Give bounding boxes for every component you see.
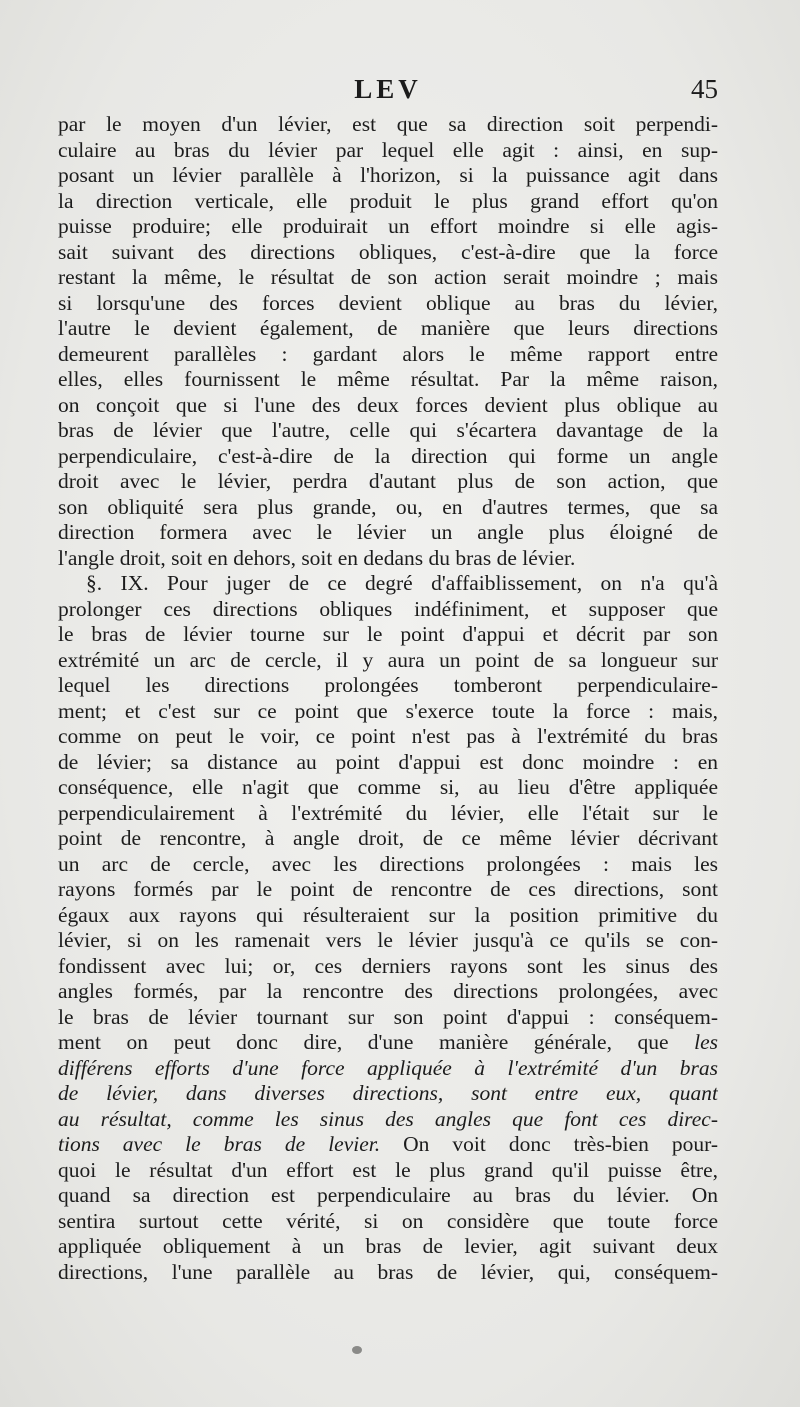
text-line: directions, l'une parallèle au bras de lévier, qui, conséquem- [58, 1259, 718, 1284]
ink-spot [352, 1346, 362, 1354]
text-line: angles formés, par la rencontre des directions prolongées, avec [58, 979, 718, 1003]
italic-run: les [694, 1030, 718, 1054]
text-line: restant la même, le résultat de son action serait moindre ; mais [58, 265, 718, 289]
text-line: appliquée obliquement à un bras de levier, agit suivant deux [58, 1234, 718, 1258]
italic-line: différens efforts d'une force appliquée à l'extrémité d'un bras [58, 1055, 718, 1080]
text-line: droit avec le lévier, perdra d'autant plus de son action, que [58, 469, 718, 493]
text-line: bras de lévier que l'autre, celle qui s'écartera davantage de la [58, 418, 718, 442]
text-line: lévier, si on les ramenait vers le lévier jusqu'à ce qu'ils se con- [58, 928, 718, 952]
text-line: un arc de cercle, avec les directions prolongées : mais les [58, 851, 718, 876]
text-line: sentira surtout cette vérité, si on considère que toute force [58, 1208, 718, 1233]
text-line: demeurent parallèles : gardant alors le même rapport entre [58, 341, 718, 366]
text-line: si lorsqu'une des forces devient oblique au bras du lévier, [58, 290, 718, 315]
page-header [58, 74, 718, 110]
text-line [58, 1132, 718, 1158]
italic-line: de lévier, dans diverses directions, sont entre eux, quant [58, 1081, 718, 1105]
text-line: perpendiculaire, c'est-à-dire de la direction qui forme un angle [58, 443, 718, 468]
text-line: direction formera avec le lévier un angle plus éloigné de [58, 520, 718, 544]
text-line: l'angle droit, soit en dehors, soit en dedans du bras de lévier. [58, 545, 576, 570]
text-line: fondissent avec lui; or, ces derniers rayons sont les sinus des [58, 953, 718, 978]
text-line: sait suivant des directions obliques, c'est-à-dire que la force [58, 239, 718, 264]
text-line: la direction verticale, elle produit le plus grand effort qu'on [58, 188, 718, 213]
text-line: posant un lévier parallèle à l'horizon, si la puissance agit dans [58, 163, 718, 187]
italic-line: au résultat, comme les sinus des angles que font ces direc- [58, 1106, 718, 1131]
text-line: elles, elles fournissent le même résultat. Par la même raison, [58, 367, 718, 391]
text-line: lequel les directions prolongées tomberont perpendiculaire- [58, 673, 718, 697]
text-line: on conçoit que si l'une des deux forces devient plus oblique au [58, 392, 718, 417]
text-line: son obliquité sera plus grande, ou, en d'autres termes, que sa [58, 494, 718, 519]
text-line: perpendiculairement à l'extrémité du lévier, elle l'était sur le [58, 800, 718, 825]
text-line: par le moyen d'un lévier, est que sa direction soit perpendi- [58, 112, 718, 136]
text-line: point de rencontre, à angle droit, de ce même lévier décrivant [58, 826, 718, 850]
text-line: le bras de lévier tourne sur le point d'appui et décrit par son [58, 622, 718, 646]
text-line: le bras de lévier tournant sur son point d'appui : conséquem- [58, 1004, 718, 1029]
text-line: extrémité un arc de cercle, il y aura un point de sa longueur sur [58, 647, 718, 672]
section-start-line: §. IX. Pour juger de ce degré d'affaiblissement, on n'a qu'à [86, 571, 718, 595]
text-line: prolonger ces directions obliques indéfiniment, et supposer que [58, 596, 718, 621]
text-line: puisse produire; elle produirait un effort moindre si elle agis- [58, 214, 718, 238]
text-line: ment; et c'est sur ce point que s'exerce toute la force : mais, [58, 698, 718, 723]
text-line: comme on peut le voir, ce point n'est pas à l'extrémité du bras [58, 724, 718, 748]
text-line: quoi le résultat d'un effort est le plus grand qu'il puisse être, [58, 1157, 718, 1182]
text-line: ment on peut donc dire, d'une manière générale, que les [58, 1030, 718, 1054]
text-line: égaux aux rayons qui résulteraient sur la position primitive du [58, 902, 718, 927]
roman-run: On voit donc très-bien pour- [403, 1132, 718, 1156]
text-line: l'autre le devient également, de manière que leurs directions [58, 316, 718, 340]
text-line: de lévier; sa distance au point d'appui est donc moindre : en [58, 749, 718, 774]
text-line: quand sa direction est perpendiculaire au bras du lévier. On [58, 1183, 718, 1207]
text-line: rayons formés par le point de rencontre de ces directions, sont [58, 877, 718, 901]
text-line: culaire au bras du lévier par lequel elle agit : ainsi, en sup- [58, 137, 718, 162]
body-text [58, 112, 718, 1285]
text-line: conséquence, elle n'agit que comme si, au lieu d'être appliquée [58, 775, 718, 799]
italic-run: tions avec le bras de levier. [58, 1132, 381, 1156]
running-head: LEV [354, 74, 422, 104]
page-number: 45 [691, 74, 718, 104]
